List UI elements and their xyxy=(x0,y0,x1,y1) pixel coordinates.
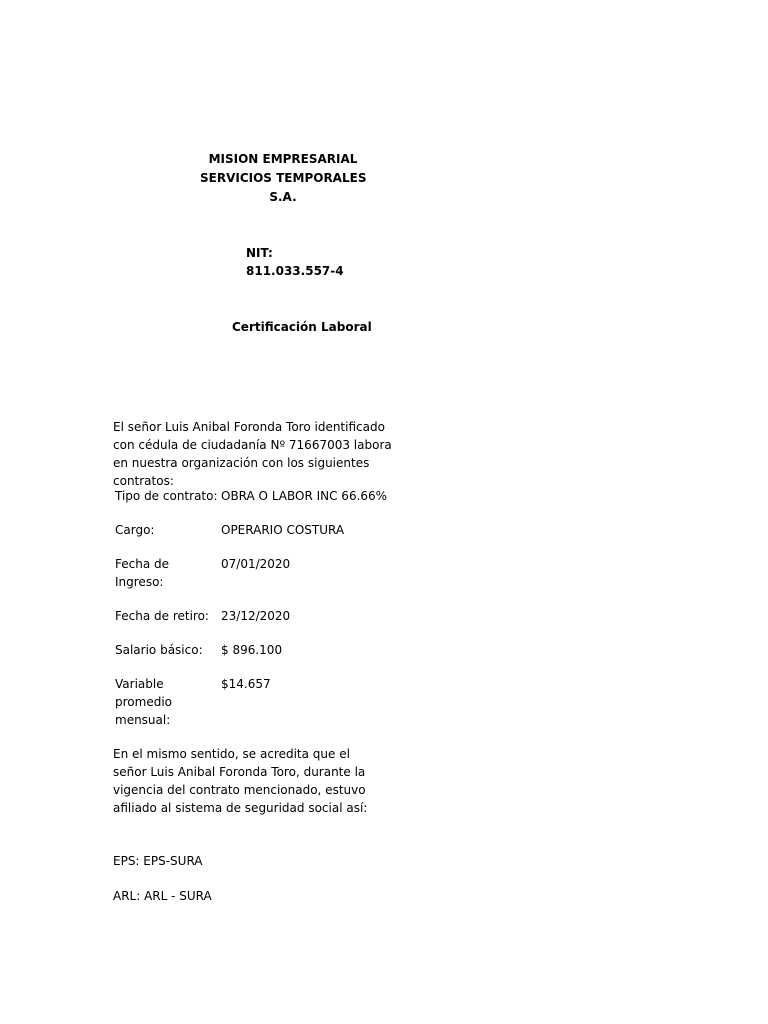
detail-row-variable-pay xyxy=(115,675,405,729)
detail-label: Fecha de Ingreso: xyxy=(115,557,169,589)
intro-paragraph: El señor Luis Anibal Foronda Toro identificado con cédula de ciudadanía Nº 71667003 labora en nuestra organización con los siguientes contratos: xyxy=(113,420,392,488)
detail-value: 07/01/2020 xyxy=(221,557,291,571)
detail-value: OPERARIO COSTURA xyxy=(221,523,345,537)
social-security-paragraph: En el mismo sentido, se acredita que el señor Luis Anibal Foronda Toro, durante la vigencia del contrato mencionado, estuvo afiliado al sistema de seguridad social así: xyxy=(113,747,368,815)
contract-details xyxy=(115,487,405,745)
detail-label: Cargo: xyxy=(115,523,155,537)
detail-row-start-date xyxy=(115,555,405,591)
arl-affiliation: ARL: ARL - SURA xyxy=(113,889,212,903)
company-name xyxy=(200,150,366,207)
company-name-line-1: MISION EMPRESARIAL xyxy=(208,152,358,166)
detail-row-end-date xyxy=(115,607,405,625)
detail-value: $14.657 xyxy=(221,677,271,691)
detail-value: OBRA O LABOR INC 66.66% xyxy=(221,489,388,503)
detail-label: Tipo de contrato: xyxy=(115,489,218,503)
detail-value: $ 896.100 xyxy=(221,643,283,657)
detail-label: Fecha de retiro: xyxy=(115,609,209,623)
company-nit: NIT: 811.033.557-4 xyxy=(246,246,344,278)
eps-affiliation: EPS: EPS-SURA xyxy=(113,854,203,868)
detail-value: 23/12/2020 xyxy=(221,609,291,623)
detail-row-base-salary xyxy=(115,641,405,659)
detail-row-contract-type xyxy=(115,487,405,505)
company-name-line-2: SERVICIOS TEMPORALES xyxy=(200,171,367,185)
detail-row-position xyxy=(115,521,405,539)
detail-label: Variable promedio mensual: xyxy=(115,677,172,727)
company-name-line-3: S.A. xyxy=(269,190,297,204)
certificate-title: Certificación Laboral xyxy=(232,320,372,334)
detail-label: Salario básico: xyxy=(115,643,203,657)
